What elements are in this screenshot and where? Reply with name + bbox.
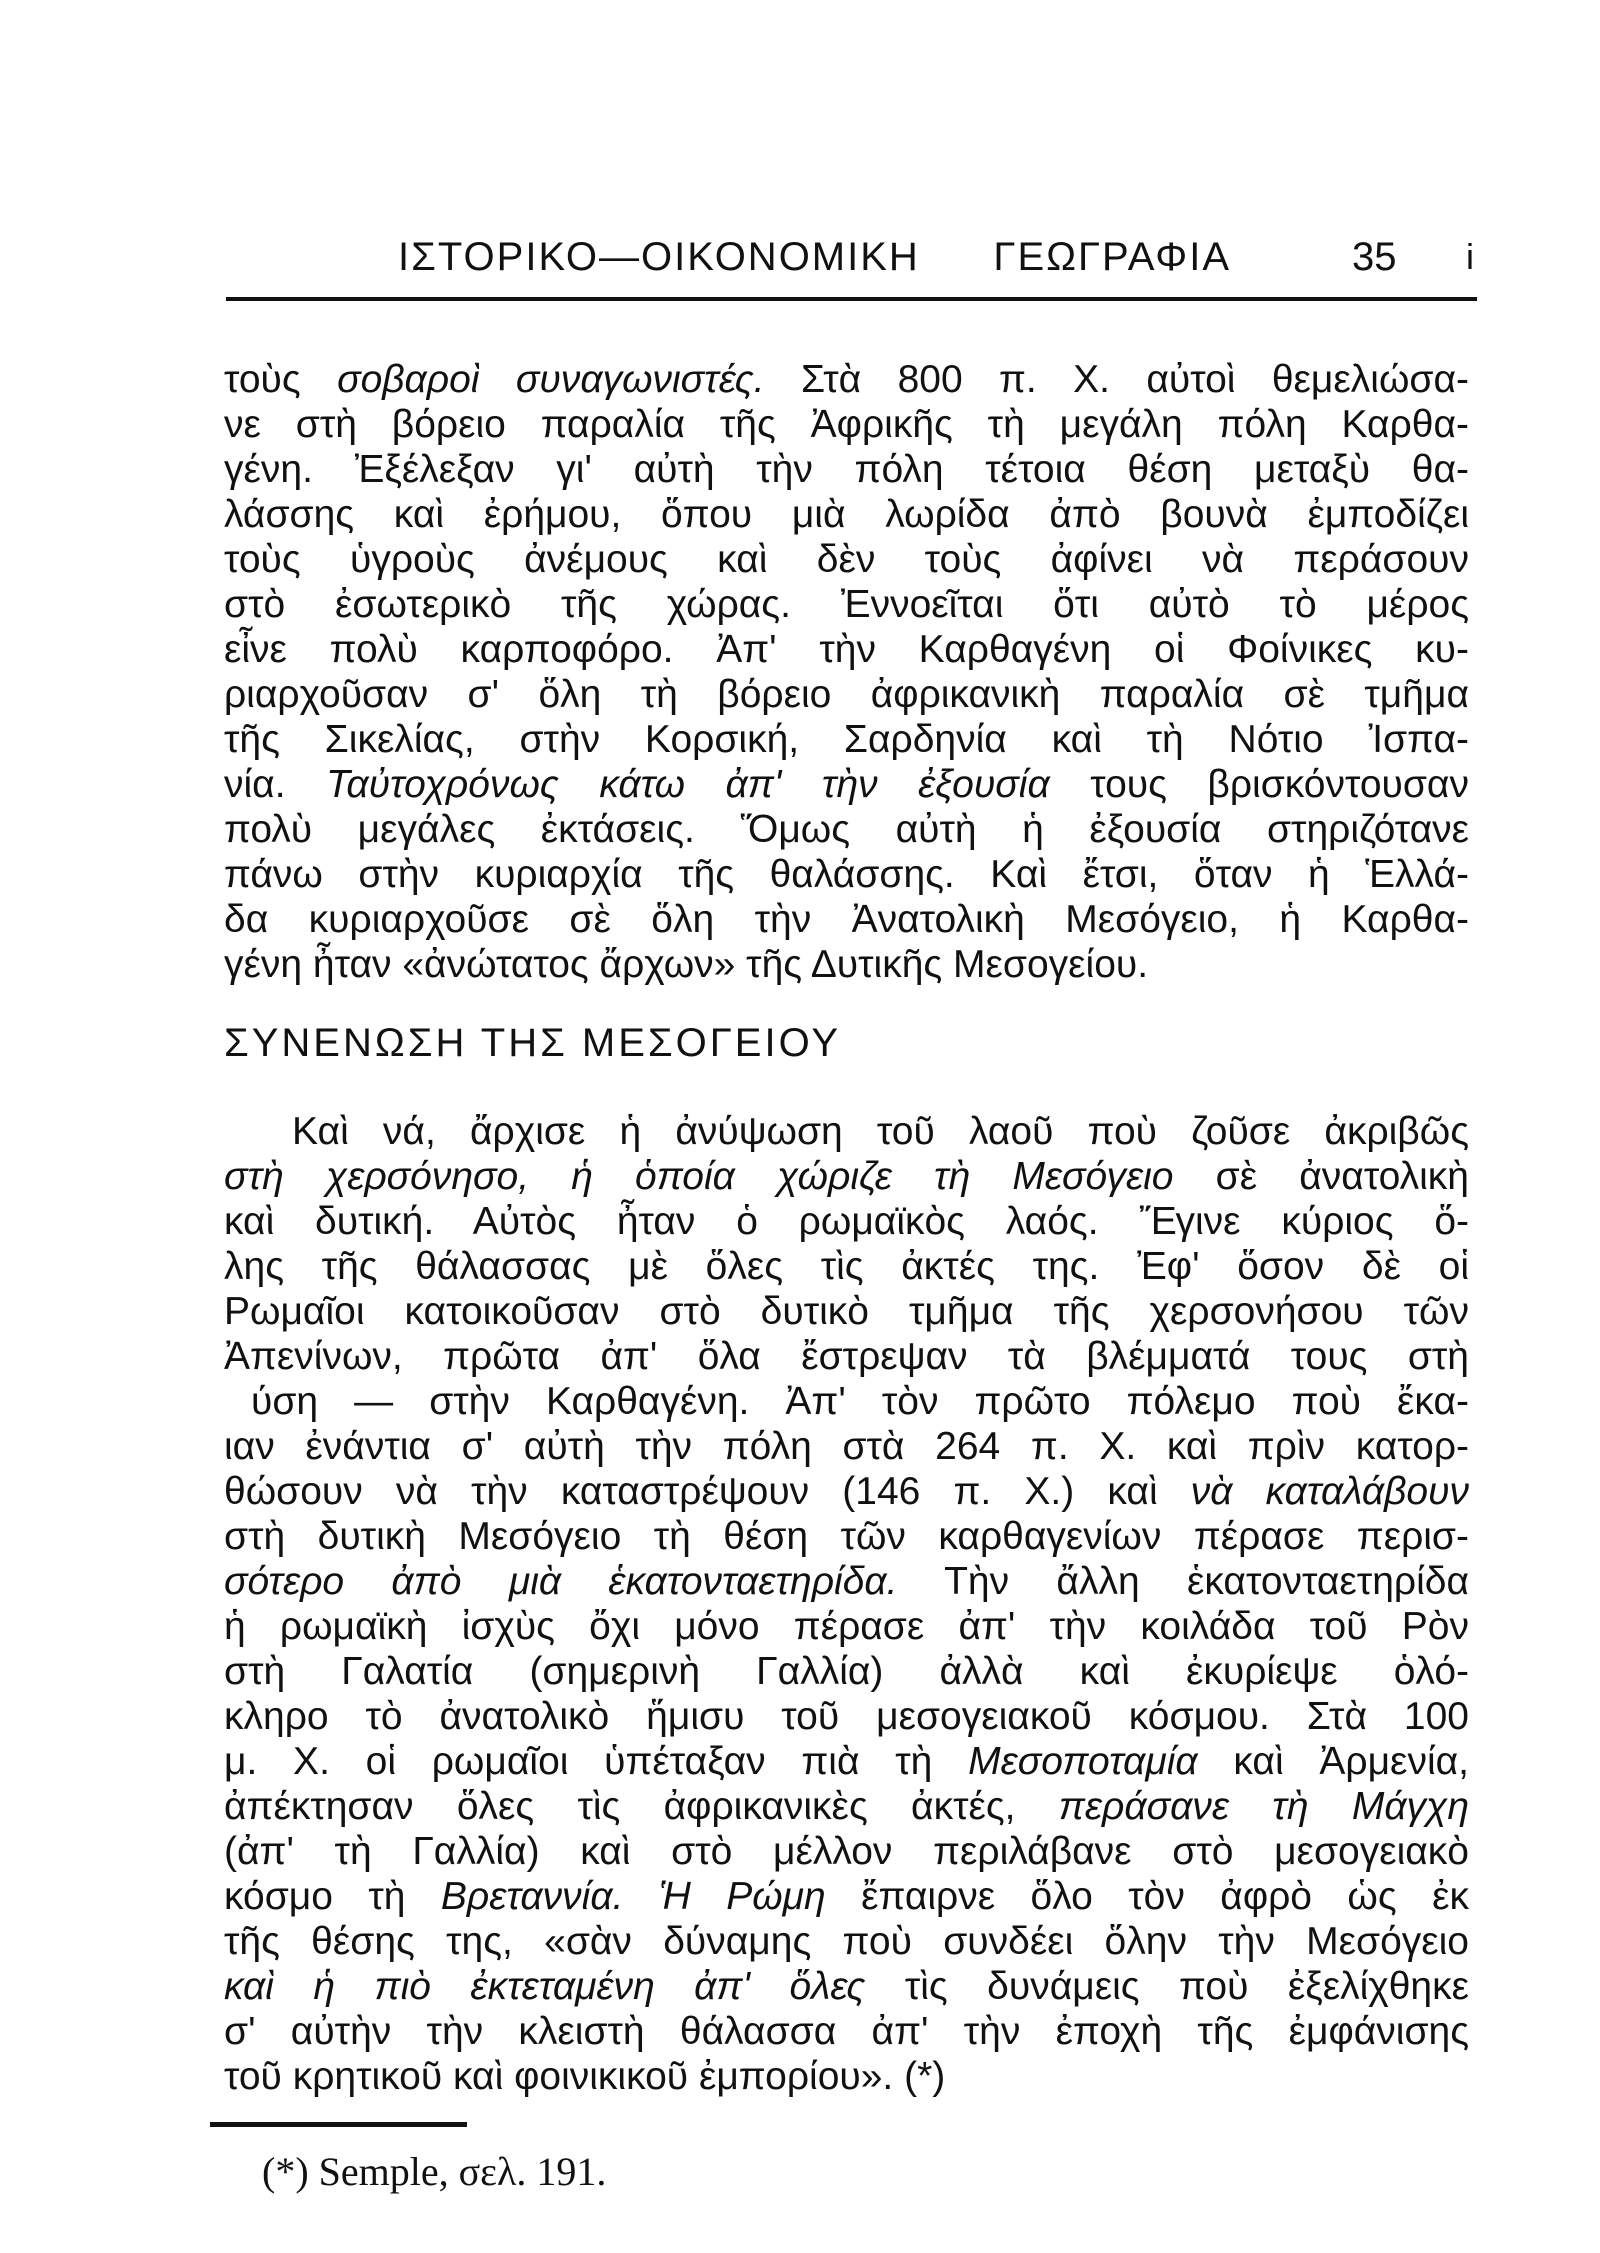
text-line	[224, 1874, 1469, 1919]
footnote-rule	[210, 2122, 467, 2127]
text-segment: δα κυριαρχοῦσε σὲ ὅλη τὴν Ἀνατολικὴ Μεσόγειο, ἡ Καρθα-	[224, 898, 1469, 941]
text-line	[224, 942, 1469, 987]
text-line	[224, 897, 1469, 942]
text-segment: καὶ Ἀρμενία,	[1197, 1740, 1469, 1783]
text-segment: τοὺς	[224, 358, 338, 401]
text-line	[224, 447, 1469, 492]
text-segment: θώσουν νὰ τὴν καταστρέψουν (146 π. Χ.) καὶ	[224, 1470, 1191, 1513]
text-segment: ιαν ἐνάντια σ' αὐτὴ τὴν πόλη στὰ 264 π. Χ. καὶ πρὶν κατορ-	[224, 1425, 1469, 1468]
text-segment: στὴ δυτικὴ Μεσόγειο τὴ θέση τῶν καρθαγενίων πέρασε περισ-	[224, 1515, 1469, 1558]
italic-text: Βρεταννία. Ἡ Ρώμη	[440, 1875, 826, 1918]
text-line	[224, 2009, 1469, 2054]
text-segment: ἔπαιρνε ὅλο τὸν ἀφρὸ ὡς ἐκ	[825, 1875, 1469, 1918]
text-line	[224, 1739, 1469, 1784]
text-segment: Στὰ 800 π. Χ. αὐτοὶ θεμελιώσα-	[764, 358, 1469, 401]
text-segment: γένη. Ἐξέλεξαν γι' αὐτὴ τὴν πόλη τέτοια θέση μεταξὺ θα-	[224, 448, 1469, 491]
page-number: 35	[1352, 235, 1397, 279]
text-line	[224, 1469, 1469, 1514]
text-segment: γένη ἦταν «ἀνώτατος ἄρχων» τῆς Δυτικῆς Μεσογείου.	[224, 943, 1149, 986]
italic-text: Μεσοποταμία	[968, 1740, 1198, 1783]
italic-text: σοβαροὶ συναγωνιστές.	[337, 358, 765, 401]
text-segment: Ρωμαῖοι κατοικοῦσαν στὸ δυτικὸ τμῆμα τῆς χερσονήσου τῶν	[224, 1290, 1469, 1333]
footnote: (*) Semple, σελ. 191.	[262, 2149, 607, 2194]
text-line	[224, 1964, 1469, 2009]
header-rule	[226, 297, 1477, 301]
text-segment: ἡ ρωμαϊκὴ ἰσχὺς ὄχι μόνο πέρασε ἀπ' τὴν κοιλάδα τοῦ Ρὸν	[224, 1605, 1469, 1648]
section-heading: ΣΥΝΕΝΩΣΗ ΤΗΣ ΜΕΣΟΓΕΙΟΥ	[224, 1021, 842, 1065]
text-line	[224, 1514, 1469, 1559]
text-segment: πάνω στὴν κυριαρχία τῆς θαλάσσης. Καὶ ἔτσι, ὅταν ἡ Ἑλλά-	[224, 853, 1469, 896]
text-line	[224, 1334, 1469, 1379]
text-segment: τῆς θέσης της, «σὰν δύναμης ποὺ συνδέει ὅλην τὴν Μεσόγειο	[224, 1920, 1469, 1963]
paragraph-1	[224, 357, 1469, 987]
text-line	[224, 807, 1469, 852]
text-line	[224, 357, 1469, 402]
text-segment: Καὶ νά, ἄρχισε ἡ ἀνύψωση τοῦ λαοῦ ποὺ ζοῦσε ἀκριβῶς	[292, 1110, 1469, 1153]
text-line	[224, 1829, 1469, 1874]
text-segment: τὶς δυνάμεις ποὺ ἐξελίχθηκε	[865, 1965, 1469, 2008]
text-line	[224, 1604, 1469, 1649]
text-line	[224, 762, 1469, 807]
margin-mark: i	[1466, 236, 1474, 277]
text-line	[224, 717, 1469, 762]
text-segment: ἀπέκτησαν ὅλες τὶς ἀφρικανικὲς ἀκτές,	[224, 1785, 1059, 1828]
italic-text: καὶ ἡ πιὸ ἐκτεταμένη ἀπ' ὅλες	[224, 1965, 866, 2008]
text-line	[224, 627, 1469, 672]
text-segment: νε στὴ βόρειο παραλία τῆς Ἀφρικῆς τὴ μεγάλη πόλη Καρθα-	[224, 403, 1469, 446]
text-segment: τοῦ κρητικοῦ καὶ φοινικικοῦ ἐμπορίου». (*)	[224, 2055, 946, 2098]
text-line	[224, 2054, 1469, 2099]
text-line	[224, 537, 1469, 582]
italic-text: στὴ χερσόνησο, ἡ ὁποία χώριζε τὴ Μεσόγειο	[224, 1155, 1174, 1198]
text-line	[224, 1784, 1469, 1829]
running-title: ΙΣΤΟΡΙΚΟ—ΟΙΚΟΝΟΜΙΚΗ ΓΕΩΓΡΑΦΙΑ	[398, 235, 1231, 279]
text-line	[224, 1379, 1469, 1424]
text-line	[224, 1199, 1469, 1244]
text-line	[224, 1919, 1469, 1964]
text-line	[224, 852, 1469, 897]
italic-text: Ταὐτοχρόνως κάτω ἀπ' τὴν ἐξουσία	[326, 763, 1050, 806]
italic-text: νὰ καταλάβουν	[1190, 1470, 1469, 1513]
text-segment: στὴ Γαλατία (σημερινὴ Γαλλία) ἀλλὰ καὶ ἐκυρίεψε ὁλό-	[224, 1650, 1469, 1693]
text-line	[224, 1649, 1469, 1694]
text-line	[224, 1289, 1469, 1334]
text-segment: σὲ ἀνατολικὴ	[1173, 1155, 1469, 1198]
paragraph-2	[224, 1109, 1469, 2099]
text-segment: σ' αὐτὴν τὴν κλειστὴ θάλασσα ἀπ' τὴν ἐποχὴ τῆς ἐμφάνισης	[224, 2010, 1469, 2053]
text-line	[224, 1244, 1469, 1289]
text-segment: στὸ ἐσωτερικὸ τῆς χώρας. Ἐννοεῖται ὅτι αὐτὸ τὸ μέρος	[224, 583, 1469, 626]
text-segment: λης τῆς θάλασσας μὲ ὅλες τὶς ἀκτές της. Ἐφ' ὅσον δὲ οἱ	[224, 1245, 1469, 1288]
text-line	[224, 1559, 1469, 1604]
text-line	[224, 1424, 1469, 1469]
text-segment: τῆς Σικελίας, στὴν Κορσική, Σαρδηνία καὶ τὴ Νότιο Ἰσπα-	[224, 718, 1469, 761]
text-segment: εἶνε πολὺ καρποφόρο. Ἀπ' τὴν Καρθαγένη οἱ Φοίνικες κυ-	[224, 628, 1469, 671]
text-segment: κληρο τὸ ἀνατολικὸ ἥμισυ τοῦ μεσογειακοῦ κόσμου. Στὰ 100	[224, 1695, 1469, 1738]
text-line	[224, 492, 1469, 537]
text-segment: πολὺ μεγάλες ἐκτάσεις. Ὅμως αὐτὴ ἡ ἐξουσία στηριζότανε	[224, 808, 1469, 851]
text-segment: νία.	[224, 763, 327, 806]
italic-text: σότερο ἀπὸ μιὰ ἑκατονταετηρίδα.	[224, 1560, 898, 1603]
text-line	[224, 402, 1469, 447]
text-segment: Ἀπενίνων, πρῶτα ἀπ' ὅλα ἔστρεψαν τὰ βλέμματά τους στὴ	[224, 1335, 1469, 1378]
text-segment: (ἀπ' τὴ Γαλλία) καὶ στὸ μέλλον περιλάβανε στὸ μεσογειακὸ	[224, 1830, 1469, 1873]
text-line	[224, 672, 1469, 717]
text-segment: μ. Χ. οἱ ρωμαῖοι ὑπέταξαν πιὰ τὴ	[224, 1740, 969, 1783]
text-segment: καὶ δυτική. Αὐτὸς ἦταν ὁ ρωμαϊκὸς λαός. Ἔγινε κύριος ὅ-	[224, 1200, 1469, 1243]
text-segment: λάσσης καὶ ἐρήμου, ὅπου μιὰ λωρίδα ἀπὸ βουνὰ ἐμποδίζει	[224, 493, 1469, 536]
italic-text: περάσανε τὴ Μάγχη	[1058, 1785, 1469, 1828]
text-segment: τοὺς ὑγροὺς ἀνέμους καὶ δὲν τοὺς ἀφίνει νὰ περάσουν	[224, 538, 1469, 581]
text-segment: κόσμο τὴ	[224, 1875, 441, 1918]
text-segment: τους βρισκόντουσαν	[1049, 763, 1469, 806]
text-line	[224, 1154, 1469, 1199]
text-segment: ύση — στὴν Καρθαγένη. Ἀπ' τὸν πρῶτο πόλεμο ποὺ ἔκα-	[251, 1380, 1469, 1423]
text-line	[224, 582, 1469, 627]
text-line	[224, 1694, 1469, 1739]
text-segment: ριαρχοῦσαν σ' ὅλη τὴ βόρειο ἀφρικανικὴ παραλία σὲ τμῆμα	[224, 673, 1469, 716]
text-line	[224, 1109, 1469, 1154]
text-segment: Τὴν ἄλλη ἑκατονταετηρίδα	[897, 1560, 1469, 1603]
